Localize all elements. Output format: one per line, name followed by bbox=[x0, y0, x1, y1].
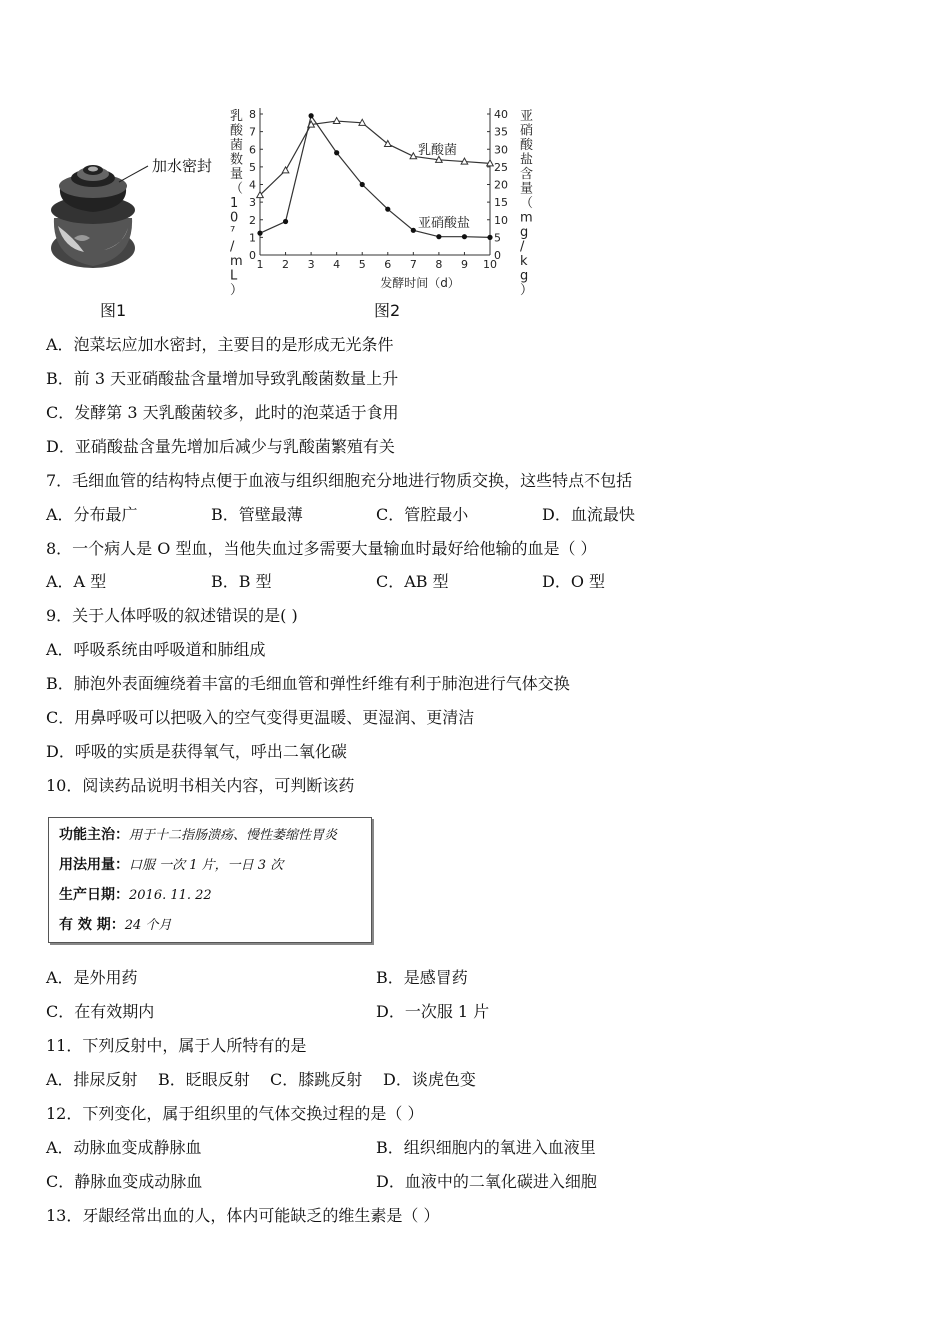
q7-option-a: A．分布最广 bbox=[46, 505, 138, 524]
y-tick-label-right: 30 bbox=[494, 143, 508, 157]
q11-option-b: B．眨眼反射 bbox=[158, 1070, 250, 1089]
q8-option-b: B．B 型 bbox=[211, 572, 272, 591]
q11-option-c: C．膝跳反射 bbox=[270, 1070, 363, 1089]
q10-stem: 10．阅读药品说明书相关内容，可判断该药 bbox=[46, 776, 355, 795]
y-tick-label-left: 0 bbox=[249, 249, 256, 262]
y-tick-label-right: 15 bbox=[494, 196, 508, 210]
q12-option-a: A．动脉血变成静脉血 bbox=[46, 1138, 202, 1157]
x-tick-label: 9 bbox=[460, 258, 468, 271]
q7-option-c: C．管腔最小 bbox=[376, 505, 469, 524]
q10-option-d: D．一次服 1 片 bbox=[376, 1002, 490, 1021]
label-key: 功能主治： bbox=[59, 827, 129, 843]
x-tick-label: 4 bbox=[333, 258, 341, 271]
y-tick-label-left: 3 bbox=[249, 196, 256, 210]
y-tick-label-right: 20 bbox=[494, 178, 508, 192]
data-point-nitrite bbox=[462, 234, 467, 239]
label-value: 口服 一次 1 片，一日 3 次 bbox=[129, 858, 284, 873]
y-tick-label-right: 35 bbox=[494, 125, 508, 139]
q6-option-b: B．前 3 天亚硝酸盐含量增加导致乳酸菌数量上升 bbox=[46, 369, 399, 388]
x-tick-label: 3 bbox=[307, 258, 315, 271]
label-row-production-date bbox=[59, 886, 212, 905]
data-point-nitrite bbox=[385, 207, 390, 212]
x-tick-label: 2 bbox=[282, 258, 290, 271]
y-axis-label-left: 乳酸菌数量（ 1 0 ⁷ / m L ） bbox=[230, 109, 244, 298]
x-tick-label: 1 bbox=[256, 258, 264, 271]
q12-option-b: B．组织细胞内的氧进入血液里 bbox=[376, 1138, 596, 1157]
label-row-expiry bbox=[59, 916, 171, 935]
y-tick-label-right: 0 bbox=[494, 249, 501, 262]
data-point-lactobacillus bbox=[333, 118, 340, 124]
q9-option-d: D．呼吸的实质是获得氧气，呼出二氧化碳 bbox=[46, 742, 347, 761]
x-axis-label: 发酵时间（d） bbox=[380, 276, 460, 290]
y-tick-label-left: 8 bbox=[249, 108, 256, 121]
q12-option-d: D．血液中的二氧化碳进入细胞 bbox=[376, 1172, 597, 1191]
figure-2-caption: 图2 bbox=[374, 301, 401, 320]
y-tick-label-left: 5 bbox=[249, 160, 256, 174]
q10-option-c: C．在有效期内 bbox=[46, 1002, 155, 1021]
data-point-nitrite bbox=[436, 234, 441, 239]
data-point-nitrite bbox=[411, 228, 416, 233]
figure-1-caption: 图1 bbox=[100, 301, 127, 320]
q10-option-b: B．是感冒药 bbox=[376, 968, 468, 987]
x-tick-label: 5 bbox=[358, 258, 366, 271]
y-tick-label-right: 10 bbox=[494, 213, 508, 227]
y-axis-label-right: 亚硝酸盐含量（ m g / k g ） bbox=[520, 109, 534, 298]
x-tick-label: 8 bbox=[435, 258, 443, 271]
y-tick-label-right: 40 bbox=[494, 108, 508, 121]
q10-option-a: A．是外用药 bbox=[46, 968, 138, 987]
data-point-nitrite bbox=[309, 113, 314, 118]
label-value: 用于十二指肠溃疡、慢性萎缩性胃炎 bbox=[129, 828, 338, 843]
q11-stem: 11．下列反射中，属于人所特有的是 bbox=[46, 1036, 307, 1055]
label-value: 2016. 11. 22 bbox=[129, 888, 212, 903]
fermentation-chart bbox=[222, 100, 542, 300]
q12-option-c: C．静脉血变成动脉血 bbox=[46, 1172, 203, 1191]
label-key: 有 效 期： bbox=[59, 917, 125, 933]
q9-stem: 9．关于人体呼吸的叙述错误的是( ) bbox=[46, 606, 298, 625]
data-point-nitrite bbox=[283, 219, 288, 224]
label-key: 生产日期： bbox=[59, 887, 129, 903]
q9-option-a: A．呼吸系统由呼吸道和肺组成 bbox=[46, 640, 266, 659]
q11-option-d: D．谈虎色变 bbox=[383, 1070, 476, 1089]
q6-option-c: C．发酵第 3 天乳酸菌较多，此时的泡菜适于食用 bbox=[46, 403, 399, 422]
x-tick-label: 6 bbox=[384, 258, 392, 271]
q6-option-d: D．亚硝酸盐含量先增加后减少与乳酸菌繁殖有关 bbox=[46, 437, 395, 456]
medicine-label-box bbox=[48, 817, 372, 943]
label-row-dosage bbox=[59, 856, 283, 875]
x-tick-label: 7 bbox=[409, 258, 417, 271]
y-tick-label-left: 2 bbox=[249, 213, 256, 227]
y-tick-label-left: 1 bbox=[249, 231, 256, 245]
data-point-nitrite bbox=[487, 235, 492, 240]
q8-stem: 8．一个病人是 O 型血，当他失血过多需要大量输血时最好给他输的血是（ ） bbox=[46, 539, 597, 558]
series-label-nitrite: 亚硝酸盐 bbox=[418, 216, 471, 231]
x-tick-label: 10 bbox=[483, 258, 497, 271]
q9-option-b: B．肺泡外表面缠绕着丰富的毛细血管和弹性纤维有利于肺泡进行气体交换 bbox=[46, 674, 570, 693]
y-tick-label-right: 25 bbox=[494, 160, 508, 174]
q9-option-c: C．用鼻呼吸可以把吸入的空气变得更温暖、更湿润、更清洁 bbox=[46, 708, 475, 727]
y-tick-label-left: 4 bbox=[249, 178, 256, 192]
data-point-lactobacillus bbox=[282, 167, 289, 173]
q7-option-b: B．管壁最薄 bbox=[211, 505, 303, 524]
data-point-nitrite bbox=[360, 182, 365, 187]
q8-option-a: A．A 型 bbox=[46, 572, 107, 591]
q6-option-a: A．泡菜坛应加水密封，主要目的是形成无光条件 bbox=[46, 335, 394, 354]
q7-option-d: D．血流最快 bbox=[542, 505, 635, 524]
q13-stem: 13．牙龈经常出血的人，体内可能缺乏的维生素是（ ） bbox=[46, 1206, 440, 1225]
q7-stem: 7．毛细血管的结构特点便于血液与组织细胞充分地进行物质交换，这些特点不包括 bbox=[46, 471, 633, 490]
q8-option-d: D．O 型 bbox=[542, 572, 606, 591]
y-tick-label-left: 7 bbox=[249, 125, 256, 139]
q12-stem: 12．下列变化，属于组织里的气体交换过程的是（ ） bbox=[46, 1104, 424, 1123]
data-point-nitrite bbox=[257, 231, 262, 236]
y-tick-label-left: 6 bbox=[249, 143, 256, 157]
series-label-lactobacillus: 乳酸菌 bbox=[418, 143, 458, 158]
label-value: 24 个月 bbox=[124, 918, 172, 933]
q11-option-a: A．排尿反射 bbox=[46, 1070, 138, 1089]
label-row-indication bbox=[59, 826, 337, 845]
jar-label: 加水密封 bbox=[152, 157, 213, 175]
q8-option-c: C．AB 型 bbox=[376, 572, 449, 591]
y-tick-label-right: 5 bbox=[494, 231, 501, 245]
data-point-nitrite bbox=[334, 150, 339, 155]
label-key: 用法用量： bbox=[59, 857, 129, 873]
